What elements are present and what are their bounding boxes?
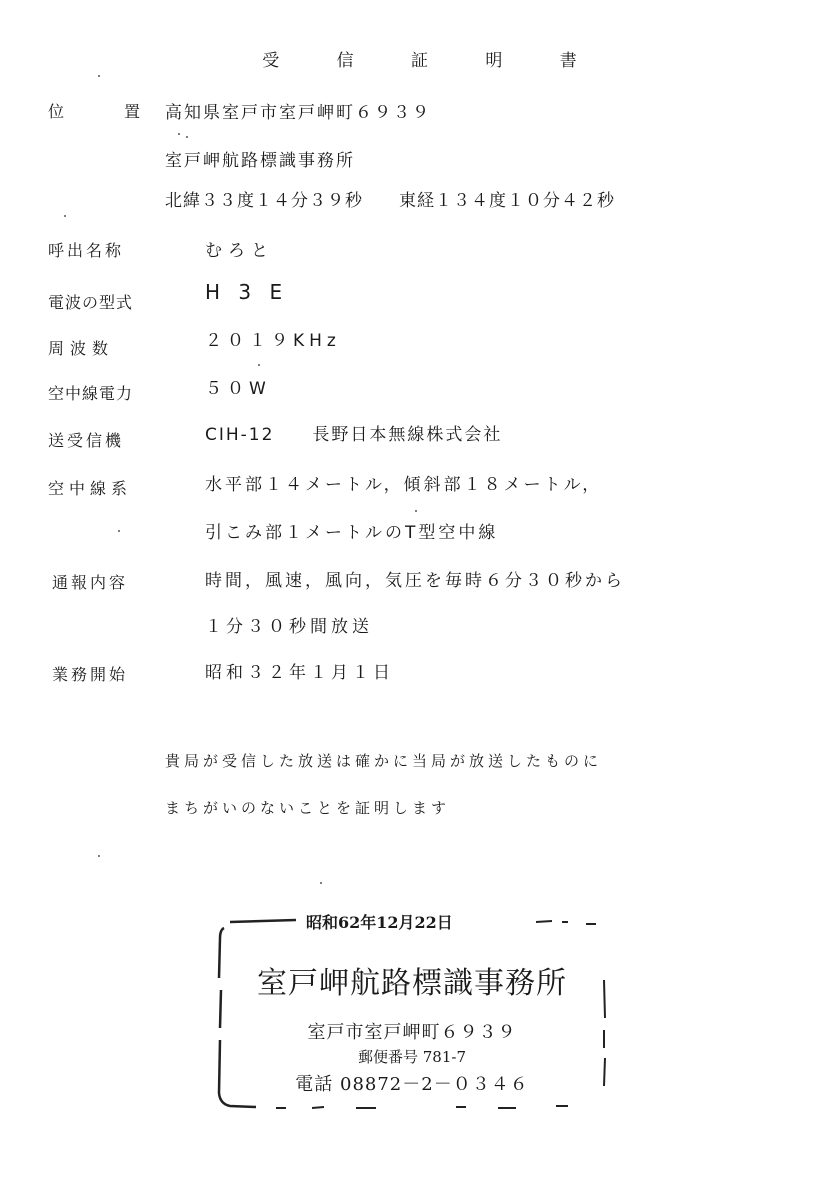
frequency-value: ２０１９KHz <box>205 331 341 351</box>
office-stamp <box>216 913 608 1110</box>
emission-type-value: H 3 E <box>205 280 289 304</box>
field-label-service-start: 業務開始 <box>52 665 129 684</box>
scan-speck <box>178 133 180 135</box>
stamp-date: 昭和62年12月22日 <box>300 910 459 933</box>
scan-speck <box>64 215 66 217</box>
stamp-office-name: 室戸岬航路標識事務所 <box>257 966 567 1001</box>
field-label-antenna-power: 空中線電力 <box>48 384 134 403</box>
field-label-location: 位 置 <box>48 102 163 121</box>
broadcast-content-line-1: 時間，風速，風向，気圧を毎時６分３０秒から <box>205 571 625 591</box>
location-coordinates: 北緯３３度１４分３９秒 東経１３４度１０分４２秒 <box>165 191 615 211</box>
scan-speck <box>258 364 260 366</box>
stamp-phone: 電話 08872－2－０３４６ <box>295 1074 529 1095</box>
callsign-value: むろと <box>205 241 274 261</box>
certification-statement-line-1: 貴局が受信した放送は確かに当局が放送したものに <box>165 752 603 770</box>
field-label-frequency: 周波数 <box>48 339 115 358</box>
scan-speck <box>186 136 188 138</box>
scan-speck <box>98 855 100 857</box>
field-label-antenna-system: 空中線系 <box>48 479 133 498</box>
service-start-value: 昭和３２年１月１日 <box>205 663 394 683</box>
field-label-transceiver: 送受信機 <box>48 431 125 450</box>
certification-statement-line-2: まちがいのないことを証明します <box>165 799 451 817</box>
antenna-power-value: ５０W <box>205 379 271 399</box>
location-address: 高知県室戸市室戸岬町６９３９ <box>165 103 431 123</box>
field-label-emission-type: 電波の型式 <box>48 293 134 312</box>
scan-speck <box>118 530 120 532</box>
field-label-callsign: 呼出名称 <box>48 241 125 260</box>
broadcast-content-line-2: １分３０秒間放送 <box>205 617 373 637</box>
location-office: 室戸岬航路標識事務所 <box>165 151 355 171</box>
scan-speck <box>320 882 322 884</box>
stamp-address: 室戸市室戸岬町６９３９ <box>307 1022 517 1043</box>
document-title: 受 信 証 明 書 <box>262 51 603 71</box>
field-label-broadcast-content: 通報内容 <box>52 573 129 592</box>
stamp-postal-code: 郵便番号 781-7 <box>357 1048 466 1066</box>
antenna-system-line-2: 引こみ部１メートルのT型空中線 <box>205 523 499 543</box>
transceiver-value: CIH-12 長野日本無線株式会社 <box>205 425 503 445</box>
scan-speck <box>415 510 417 512</box>
scan-speck <box>98 75 100 77</box>
antenna-system-line-1: 水平部１４メートル，傾斜部１８メートル， <box>205 475 603 495</box>
